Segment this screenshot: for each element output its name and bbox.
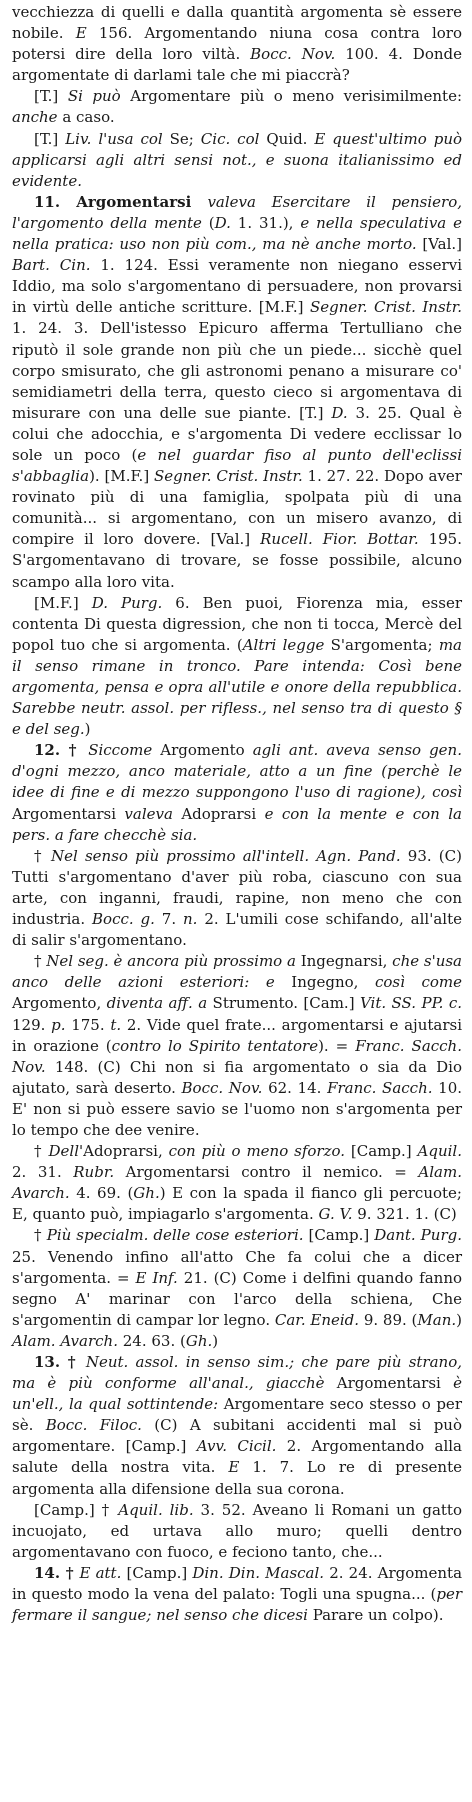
italic-text: Vit. SS. PP. c. (359, 994, 462, 1013)
dictionary-paragraph (12, 1563, 462, 1626)
dictionary-paragraph (12, 951, 462, 1141)
body-text: Ingegno, (274, 973, 375, 992)
italic-text: Franc. Sacch. Nov. (12, 1036, 462, 1076)
dictionary-paragraph (12, 846, 462, 951)
body-text: 129. (12, 1015, 52, 1034)
body-text: 175. (65, 1015, 111, 1034)
italic-text: Segner. Crist. Instr. (153, 467, 303, 486)
italic-text: Gh. (185, 1331, 213, 1350)
body-text: 25. Venendo infino all'atto Che fa colui che a dicer s'argomenta. = (12, 1247, 462, 1287)
body-text: a caso. (57, 108, 115, 127)
body-text: 148. (C) Chi non si fia argomentato o sia da Dio ajutato, sarà deserto. (12, 1057, 462, 1097)
body-text: Argomento, (12, 994, 107, 1013)
body-text: Argomentare più o meno verisimilmente: (120, 87, 463, 106)
body-text: 1. 27. 22. Dopo aver rovinato più di una famiglia, spolpata più di una comunità... si argomentano, con un misero avanzo, di compire il loro dovere. [Val.] (12, 467, 462, 549)
italic-text: Rucell. Fior. Bottar. (260, 530, 419, 549)
body-text: 2. Vide quel frate... argomentarsi e ajutarsi in orazione ( (12, 1015, 462, 1055)
italic-text: Dell' (48, 1142, 84, 1161)
body-text: 7. (154, 910, 183, 929)
body-text: Adoprarsi, (83, 1142, 169, 1161)
body-text: 4. 69. ( (69, 1184, 134, 1203)
italic-text: contro lo Spirito tentatore (111, 1036, 319, 1055)
body-text: † (34, 952, 47, 971)
body-text: Argomentarsi (12, 804, 125, 823)
dictionary-paragraph (12, 593, 462, 741)
body-text: 156. Argomentando niuna cosa contra loro potersi dire della loro viltà. (12, 24, 462, 64)
italic-text: Car. Eneid. (274, 1310, 360, 1329)
italic-text: Bocc. g. (92, 910, 155, 929)
italic-text: e con la mente e con la pers. a fare checchè sia. (12, 804, 462, 844)
body-text: Argomentarsi contro il nemico. = (114, 1163, 419, 1182)
italic-text: Neut. assol. in senso sim.; che pare più strano, ma è più conforme all'anal., giacchè (12, 1353, 462, 1393)
italic-text: n. (183, 910, 198, 929)
italic-text: Bart. Cin. (12, 256, 91, 275)
italic-text: Franc. Sacch. (327, 1078, 433, 1097)
italic-text: D. Purg. (91, 593, 163, 612)
italic-text: Siccome (88, 741, 153, 760)
italic-text: D. (331, 403, 348, 422)
body-text: ) (212, 1331, 219, 1350)
italic-text: agli ant. aveva senso gen. d'ogni mezzo, anco materiale, atto a un fine (perchè le idee di fine e di mezzo suppongono l'uso di ragione), così (12, 741, 462, 802)
body-text: 2. 24. Argomenta in questo modo la vena del palato: Togli una spugna... ( (12, 1563, 463, 1604)
body-text: 24. 63. ( (117, 1331, 186, 1350)
italic-text: e nella speculativa e nella pratica: uso non più com., ma nè anche morto. (12, 213, 462, 254)
italic-text: Bocc. Filoc. (45, 1416, 142, 1435)
body-text: 2. Argomentando alla salute della nostra vita. (12, 1437, 462, 1477)
italic-text: e nel guardar fiso al punto dell'eclissi s'abbaglia (12, 445, 462, 486)
italic-text: Segner. Crist. Instr. (309, 298, 462, 317)
italic-text: E (75, 24, 87, 43)
section-heading-text: 12. † (34, 741, 89, 760)
italic-text: Si può (67, 87, 121, 106)
italic-text: Più specialm. delle cose esteriori. (46, 1226, 304, 1245)
body-text: 10. E' non si può essere savio se l'uomo non s'argomenta per lo tempo che dee venire. (12, 1078, 463, 1139)
italic-text: con più o meno sforzo. (168, 1142, 346, 1161)
body-text: 93. (C) Tutti s'argomentano d'aver più roba, ciascuno con sua arte, con inganni, fraudi, rapine, non meno che con industria. (12, 846, 462, 929)
body-text: 195. S'argomentavano di trovare, se fosse possibile, alcuno scampo alla loro vita. (12, 530, 462, 591)
body-text: Adoprarsi (172, 804, 265, 823)
body-text: 21. (C) Come i delfini quando fanno segno A' marinar con l'arco della schiena, Che s'argomentin di campar lor legno. (12, 1268, 463, 1329)
body-text: † (34, 1142, 49, 1161)
italic-text: Nel senso più prossimo all'intell. Agn. Pand. (51, 846, 401, 865)
italic-text: D. (214, 213, 231, 232)
body-text: ) (84, 720, 91, 739)
italic-text: per fermare il sangue; nel senso che dicesi (12, 1585, 462, 1625)
italic-text: Alam. Avarch. (12, 1331, 118, 1350)
italic-text: Aquil. lib. (118, 1500, 194, 1519)
italic-text: Alam. Avarch. (12, 1163, 462, 1203)
italic-text: Dant. Purg. (374, 1226, 462, 1245)
body-text: Ingegnarsi, (295, 952, 393, 971)
italic-text: E quest'ultimo può applicarsi agli altri sensi not., e suona italianissimo ed evidente. (12, 129, 463, 190)
body-text: ( (201, 213, 215, 232)
body-text: S'argomenta; (324, 635, 439, 654)
dictionary-paragraph (12, 86, 462, 128)
italic-text: è un'ell., la qual sottintende: (12, 1374, 462, 1414)
body-text: [Camp.] (303, 1226, 375, 1245)
italic-text: Nel seg. è ancora più prossimo a (46, 952, 296, 971)
italic-text: ma il senso rimane in tronco. Pare intenda: Così bene argomenta, pensa e opra all'utile e onore della repubblica. Sarebbe neutr. assol. per rifless., nel senso tra di questo § e del seg. (12, 635, 462, 739)
body-text: Argomentarsi (324, 1374, 454, 1393)
italic-text: Cic. col (200, 129, 260, 148)
body-text: 3. 52. Aveano li Romani un gatto incuojato, ed urtava allo muro; quelli dentro argomentavano con fuoco, e feciono tanto, che... (12, 1500, 462, 1561)
italic-text: E Inf. (135, 1268, 178, 1287)
body-text: † (34, 1226, 47, 1245)
italic-text: così come (374, 973, 462, 992)
italic-text: Avv. Cicil. (196, 1437, 277, 1456)
italic-text: Liv. l'usa col (65, 129, 163, 148)
body-text: 1. 7. Lo re di presente argomenta alla difensione della sua corona. (12, 1458, 462, 1498)
italic-text: E (228, 1458, 240, 1477)
body-text: [M.F.] (34, 593, 92, 612)
body-text: Parare un colpo). (307, 1606, 444, 1625)
italic-text: Man. (417, 1310, 457, 1329)
body-text: (C) A subitani accidenti mal si può argomentare. [Camp.] (12, 1416, 462, 1456)
italic-text: Din. Din. Mascal. (192, 1563, 325, 1582)
body-text: 9. 89. ( (359, 1310, 418, 1329)
body-text: Argomento (152, 741, 253, 760)
dictionary-paragraph (12, 192, 462, 593)
section-heading-text: 11. Argomentarsi (34, 192, 208, 211)
dictionary-paragraph (12, 1225, 462, 1352)
italic-text: t. (110, 1015, 122, 1034)
body-text: vecchiezza di quelli e dalla quantità argomenta sè essere nobile. (12, 3, 462, 43)
section-heading-text: 13. † (34, 1353, 86, 1371)
body-text: [T.] (34, 87, 68, 106)
body-text: Strumento. [Cam.] (207, 994, 360, 1013)
dictionary-paragraph (12, 740, 462, 845)
italic-text: Bocc. Nov. (181, 1078, 263, 1097)
dictionary-paragraph (12, 129, 462, 192)
section-heading-text: 14. † (34, 1563, 80, 1582)
italic-text: che s'usa anco delle azioni esteriori: e (12, 952, 463, 992)
body-text: ) (456, 1310, 463, 1329)
italic-text: Gh. (133, 1184, 160, 1203)
italic-text: p. (51, 1015, 66, 1034)
body-text: 1. 31.), (230, 213, 301, 232)
body-text: 1. 124. Essi veramente non niegano esservi Iddio, ma solo s'argomentano di persuadere, non provarsi in virtù delle antiche scritture. [M.F.] (12, 256, 463, 317)
dictionary-paragraph (12, 1352, 462, 1500)
italic-text: E att. (79, 1563, 122, 1582)
body-text: 100. 4. Donde argomentate di darlami tale che mi piaccrà? (12, 45, 462, 85)
body-text: [Camp.] † (34, 1500, 119, 1519)
italic-text: valeva Esercitare il pensiero, l'argomento della mente (12, 192, 462, 232)
italic-text: valeva (124, 804, 173, 823)
body-text: 1. 24. 3. Dell'istesso Epicuro afferma Tertulliano che riputò il sole grande non più che un piede... sicchè quel corpo smisurato, che gli astronomi penano a misurare co' semidiametri della terra, questo cieco si argomentava di misurare con una delle sue piante. [T.] (12, 319, 462, 422)
dictionary-paragraph (12, 1500, 462, 1563)
body-text: [Camp.] (345, 1142, 418, 1161)
body-text: † (34, 846, 52, 865)
body-text: ). [M.F.] (89, 467, 154, 486)
dictionary-paragraph (12, 1141, 462, 1225)
body-text: 62. 14. (262, 1078, 328, 1097)
italic-text: G. V. (318, 1205, 353, 1224)
italic-text: Bocc. Nov. (250, 45, 336, 64)
body-text: 2. 31. (12, 1163, 74, 1182)
body-text: Quid. (259, 129, 315, 148)
body-text: 9. 321. 1. (C) (352, 1205, 457, 1224)
body-text: Argomentare seco stesso o per sè. (12, 1395, 462, 1435)
body-text: 3. 25. Qual è colui che adocchia, e s'argomenta Di vedere ecclissar lo sole un poco ( (12, 403, 462, 464)
italic-text: anche (12, 108, 58, 127)
body-text: [Camp.] (121, 1563, 193, 1582)
body-text: [Val.] (416, 235, 463, 254)
dictionary-paragraph (12, 2, 462, 86)
italic-text: Rubr. (73, 1163, 115, 1182)
italic-text: diventa aff. a (106, 994, 208, 1013)
body-text: 6. Ben puoi, Fiorenza mia, esser contenta Di questa digression, che non ti tocca, Mercè del popol tuo che si argomenta. ( (12, 593, 462, 654)
body-text: [T.] (34, 129, 66, 148)
body-text: 2. L'umili cose schifando, all'alte di salir s'argomentano. (12, 910, 462, 950)
body-text: ) E con la spada il fianco gli percuote; E, quanto può, impiagarlo s'argomenta. (12, 1184, 462, 1224)
italic-text: Aquil. (417, 1142, 462, 1161)
body-text: ). = (318, 1036, 356, 1055)
body-text: Se; (162, 129, 201, 148)
italic-text: Altri legge (242, 635, 325, 654)
